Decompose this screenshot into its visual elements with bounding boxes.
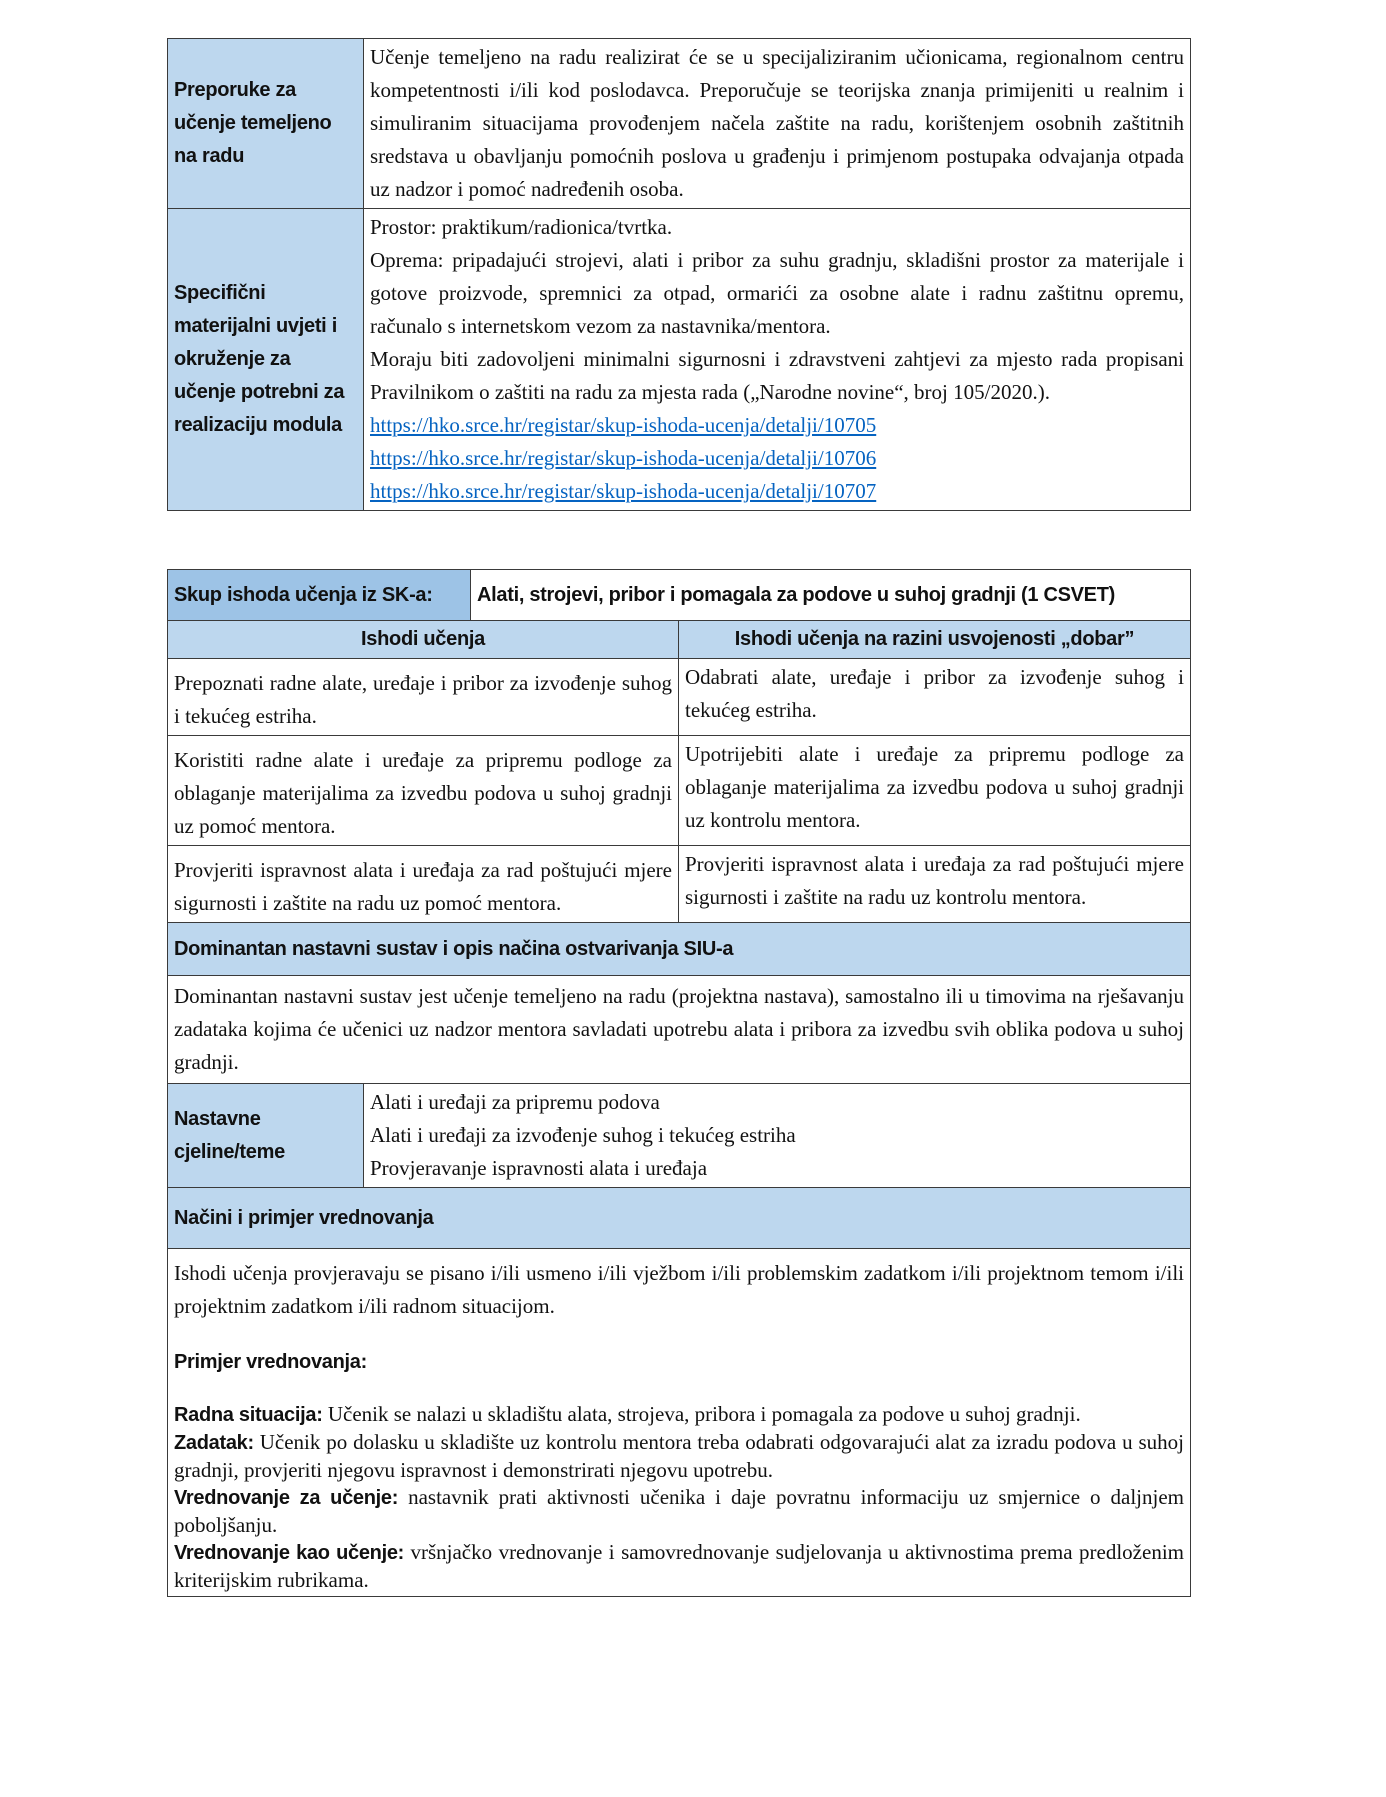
row-label-work-based-learning: Preporuke za učenje temeljeno na radu xyxy=(168,39,364,209)
table-row xyxy=(168,1084,1191,1188)
example-item: Radna situacija: Učenik se nalazi u skladištu alata, strojeva, pribora i pomagala za podove u suhoj gradnji. xyxy=(174,1402,1081,1426)
hko-link-10705[interactable]: https://hko.srce.hr/registar/skup-ishoda-ucenja/detalji/10705 xyxy=(370,413,877,437)
example-item: Vrednovanje za učenje: nastavnik prati aktivnosti učenika i daje povratnu informaciju uz smjernice o daljnjem poboljšanju. xyxy=(174,1485,1185,1537)
evaluation-intro: Ishodi učenja provjeravaju se pisano i/ili usmeno i/ili vježbom i/ili problemskim zadatkom i/ili projektnom temom i/ili projektnim zadatkom i/ili radnom situacijom. xyxy=(174,1261,1184,1318)
outcome-text: Koristiti radne alate i uređaje za pripremu podloge za oblaganje materijalima za izvedbu podova u suhoj gradnji uz pomoć mentora. xyxy=(168,736,679,846)
outcome-row xyxy=(168,659,1191,736)
outcome-set-label: Skup ishoda učenja iz SK-a: xyxy=(168,570,471,621)
table-row xyxy=(168,570,1191,621)
outcome-good-text: Odabrati alate, uređaje i pribor za izvođenje suhog i tekućeg estriha. xyxy=(679,659,1191,736)
outcome-row xyxy=(168,736,1191,846)
teaching-unit: Provjeravanje ispravnosti alata i uređaja xyxy=(370,1156,708,1180)
column-header-good-level: Ishodi učenja na razini usvojenosti „dobar” xyxy=(679,621,1191,659)
outcome-row xyxy=(168,846,1191,923)
teaching-units-list xyxy=(364,1084,1191,1188)
evaluation-heading: Načini i primjer vrednovanja xyxy=(168,1188,1191,1249)
row-label-material-conditions: Specifični materijalni uvjeti i okruženje za učenje potrebni za realizaciju modula xyxy=(168,209,364,511)
hko-link-10707[interactable]: https://hko.srce.hr/registar/skup-ishoda-ucenja/detalji/10707 xyxy=(370,479,877,503)
outcome-good-text: Provjeriti ispravnost alata i uređaja za rad poštujući mjere sigurnosti i zaštite na radu uz kontrolu mentora. xyxy=(679,846,1191,923)
outcome-text: Prepoznati radne alate, uređaje i pribor za izvođenje suhog i tekućeg estriha. xyxy=(168,659,679,736)
requirements-text: Moraju biti zadovoljeni minimalni sigurnosni i zdravstveni zahtjevi za mjesto rada propisani Pravilnikom o zaštiti na radu za mjesta rada („Narodne novine“, broj 105/2020.). xyxy=(370,347,1184,404)
table-row xyxy=(168,621,1191,659)
space-text: Prostor: praktikum/radionica/tvrtka. xyxy=(370,215,673,239)
table-row xyxy=(168,976,1191,1084)
example-heading: Primjer vrednovanja: xyxy=(174,1351,367,1373)
table-row xyxy=(168,1188,1191,1249)
example-item: Vrednovanje kao učenje: vršnjačko vrednovanje i samovrednovanje sudjelovanja u aktivnostima prema predloženim kriterijskim rubrikama. xyxy=(174,1540,1184,1592)
outcome-set-title: Alati, strojevi, pribor i pomagala za podove u suhoj gradnji (1 CSVET) xyxy=(471,570,1191,621)
dominant-system-text: Dominantan nastavni sustav jest učenje temeljeno na radu (projektna nastava), samostalno ili u timovima na rješavanju zadataka kojima će učenici uz nadzor mentora savladati upotrebu alata i pribora za izvedbu svih oblika podova u suhoj gradnji. xyxy=(168,976,1191,1084)
evaluation-cell xyxy=(168,1249,1191,1597)
table-row xyxy=(168,923,1191,976)
dominant-system-heading: Dominantan nastavni sustav i opis načina ostvarivanja SIU-a xyxy=(168,923,1191,976)
material-conditions-cell xyxy=(364,209,1191,511)
hko-link-10706[interactable]: https://hko.srce.hr/registar/skup-ishoda-ucenja/detalji/10706 xyxy=(370,446,877,470)
column-header-outcomes: Ishodi učenja xyxy=(168,621,679,659)
teaching-units-label: Nastavne cjeline/teme xyxy=(168,1084,364,1188)
outcome-text: Provjeriti ispravnost alata i uređaja za rad poštujući mjere sigurnosti i zaštite na radu uz pomoć mentora. xyxy=(168,846,679,923)
outcome-good-text: Upotrijebiti alate i uređaje za pripremu podloge za oblaganje materijalima za izvedbu podova u suhoj gradnji uz kontrolu mentora. xyxy=(679,736,1191,846)
work-based-learning-text: Učenje temeljeno na radu realizirat će se u specijaliziranim učionicama, regionalnom centru kompetentnosti i/ili kod poslodavca. Preporučuje se teorijska znanja primijeniti u realnim i simuliranim situacijama provođenjem načela zaštite na radu, korištenjem osobnih zaštitnih sredstava u obavljanju pomoćnih poslova u građenju i primjenom postupaka odvajanja otpada uz nadzor i pomoć nadređenih osoba. xyxy=(364,39,1191,209)
teaching-unit: Alati i uređaji za pripremu podova xyxy=(370,1090,660,1114)
module-conditions-table xyxy=(167,38,1191,511)
table-row xyxy=(168,1249,1191,1597)
learning-outcomes-table xyxy=(167,569,1191,1597)
example-item: Zadatak: Učenik po dolasku u skladište uz kontrolu mentora treba odabrati odgovarajući alat za izradu podova u suhoj gradnji, provjeriti njegovu ispravnost i demonstrirati njegovu upotrebu. xyxy=(174,1430,1184,1482)
teaching-unit: Alati i uređaji za izvođenje suhog i tekućeg estriha xyxy=(370,1123,796,1147)
document-page xyxy=(167,38,1191,1597)
table-row xyxy=(168,209,1191,511)
table-row xyxy=(168,39,1191,209)
equipment-text: Oprema: pripadajući strojevi, alati i pribor za suhu gradnju, skladišni prostor za materijale i gotove proizvode, spremnici za otpad, ormarići za osobne alate i radnu zaštitnu opremu, računalo s internetskom vezom za nastavnika/mentora. xyxy=(370,248,1184,338)
